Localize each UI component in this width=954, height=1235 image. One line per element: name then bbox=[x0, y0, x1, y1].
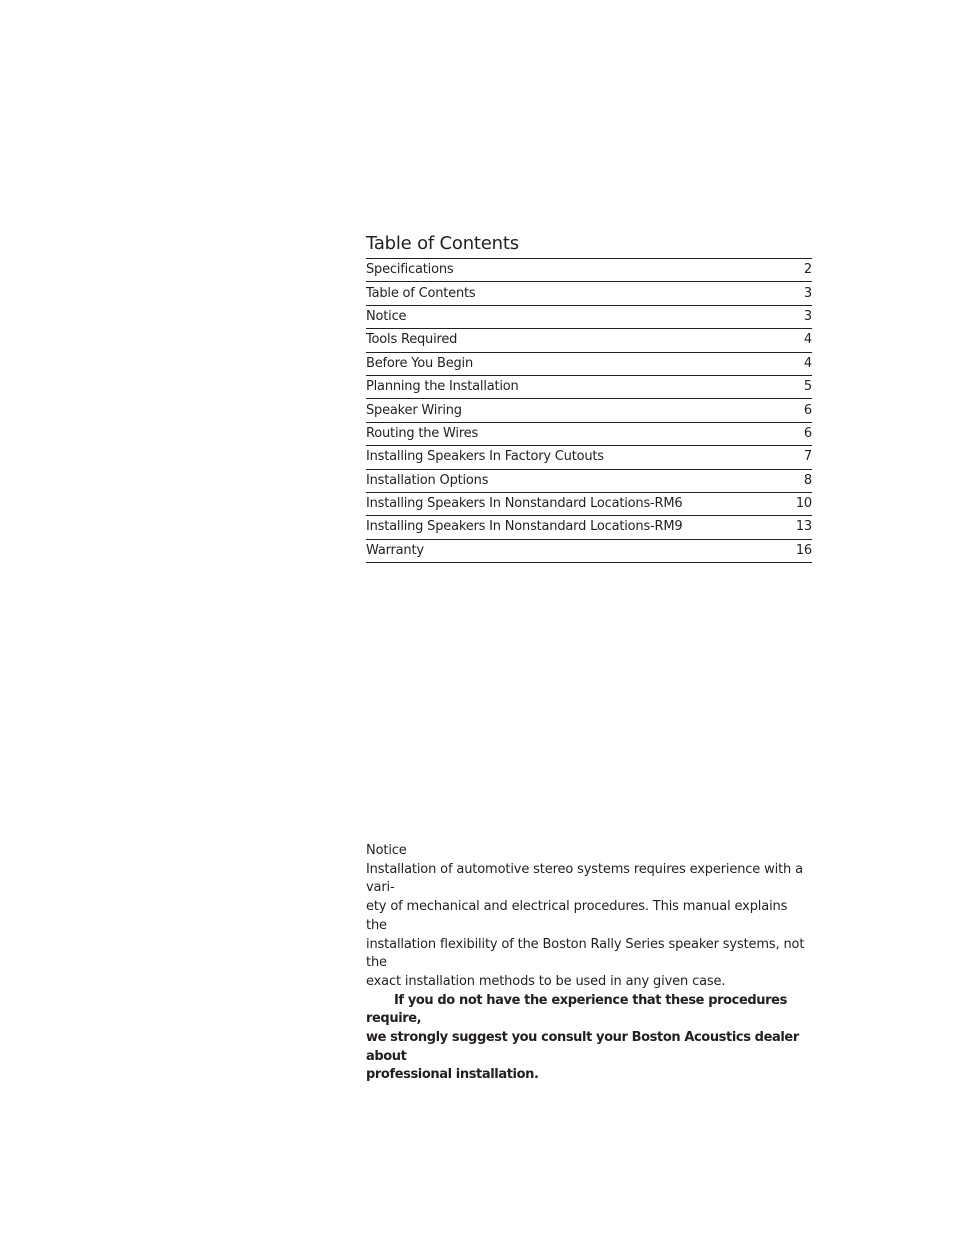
toc-entry bbox=[366, 259, 812, 282]
notice-heading: Notice bbox=[366, 843, 407, 858]
toc-title: Table of Contents bbox=[366, 232, 812, 259]
notice-warning-paragraph bbox=[366, 992, 812, 1086]
toc-entry bbox=[366, 376, 812, 399]
toc-entry bbox=[366, 470, 812, 493]
toc-entry-label: Installing Speakers In Nonstandard Locations-RM6 bbox=[366, 496, 683, 512]
toc-entry-page: 5 bbox=[803, 379, 812, 395]
toc-entry bbox=[366, 516, 812, 539]
toc-entry-label: Notice bbox=[366, 308, 407, 324]
notice-line: ety of mechanical and electrical procedures. This manual explains the bbox=[366, 899, 788, 933]
notice-line: exact installation methods to be used in any given case. bbox=[366, 973, 726, 989]
notice-line: installation flexibility of the Boston Rally Series speaker systems, not the bbox=[366, 936, 805, 971]
toc-entry bbox=[366, 329, 812, 352]
notice-line: Installation of automotive stereo systems requires experience with a vari- bbox=[366, 861, 803, 896]
toc-entry-label: Table of Contents bbox=[366, 285, 476, 301]
table-of-contents bbox=[366, 232, 812, 563]
notice-warning-line: If you do not have the experience that these procedures require, bbox=[366, 992, 787, 1027]
toc-entry-page: 4 bbox=[803, 355, 812, 371]
toc-entry bbox=[366, 540, 812, 563]
toc-entry-page: 6 bbox=[803, 425, 812, 441]
toc-entry-label: Planning the Installation bbox=[366, 379, 519, 395]
toc-entry-page: 3 bbox=[803, 308, 812, 324]
toc-entry-page: 2 bbox=[803, 262, 812, 278]
toc-entry bbox=[366, 493, 812, 516]
toc-entry-label: Installation Options bbox=[366, 472, 489, 488]
toc-entry bbox=[366, 353, 812, 376]
toc-entry-page: 7 bbox=[803, 449, 812, 465]
toc-entry bbox=[366, 399, 812, 422]
toc-entry-page: 3 bbox=[803, 285, 812, 301]
toc-entry bbox=[366, 306, 812, 329]
notice-section bbox=[366, 842, 812, 1085]
toc-entry-page: 4 bbox=[803, 332, 812, 348]
notice-paragraph bbox=[366, 861, 812, 992]
toc-entry-label: Tools Required bbox=[366, 332, 458, 348]
toc-entry-label: Warranty bbox=[366, 542, 424, 558]
toc-entry-page: 8 bbox=[803, 472, 812, 488]
toc-list bbox=[366, 259, 812, 563]
notice-warning-line: we strongly suggest you consult your Boston Acoustics dealer about bbox=[366, 1030, 799, 1064]
toc-entry-page: 10 bbox=[795, 496, 812, 512]
toc-entry bbox=[366, 446, 812, 469]
toc-entry-page: 6 bbox=[803, 402, 812, 418]
toc-entry-label: Before You Begin bbox=[366, 355, 473, 371]
toc-entry bbox=[366, 282, 812, 305]
toc-entry-page: 16 bbox=[795, 542, 812, 558]
toc-entry-page: 13 bbox=[795, 519, 812, 535]
toc-entry-label: Speaker Wiring bbox=[366, 402, 462, 418]
toc-entry-label: Installing Speakers In Nonstandard Locations-RM9 bbox=[366, 519, 683, 535]
toc-entry bbox=[366, 423, 812, 446]
toc-entry-label: Installing Speakers In Factory Cutouts bbox=[366, 449, 604, 465]
toc-entry-label: Specifications bbox=[366, 262, 454, 278]
toc-entry-label: Routing the Wires bbox=[366, 425, 479, 441]
notice-warning-line: professional installation. bbox=[366, 1067, 539, 1083]
